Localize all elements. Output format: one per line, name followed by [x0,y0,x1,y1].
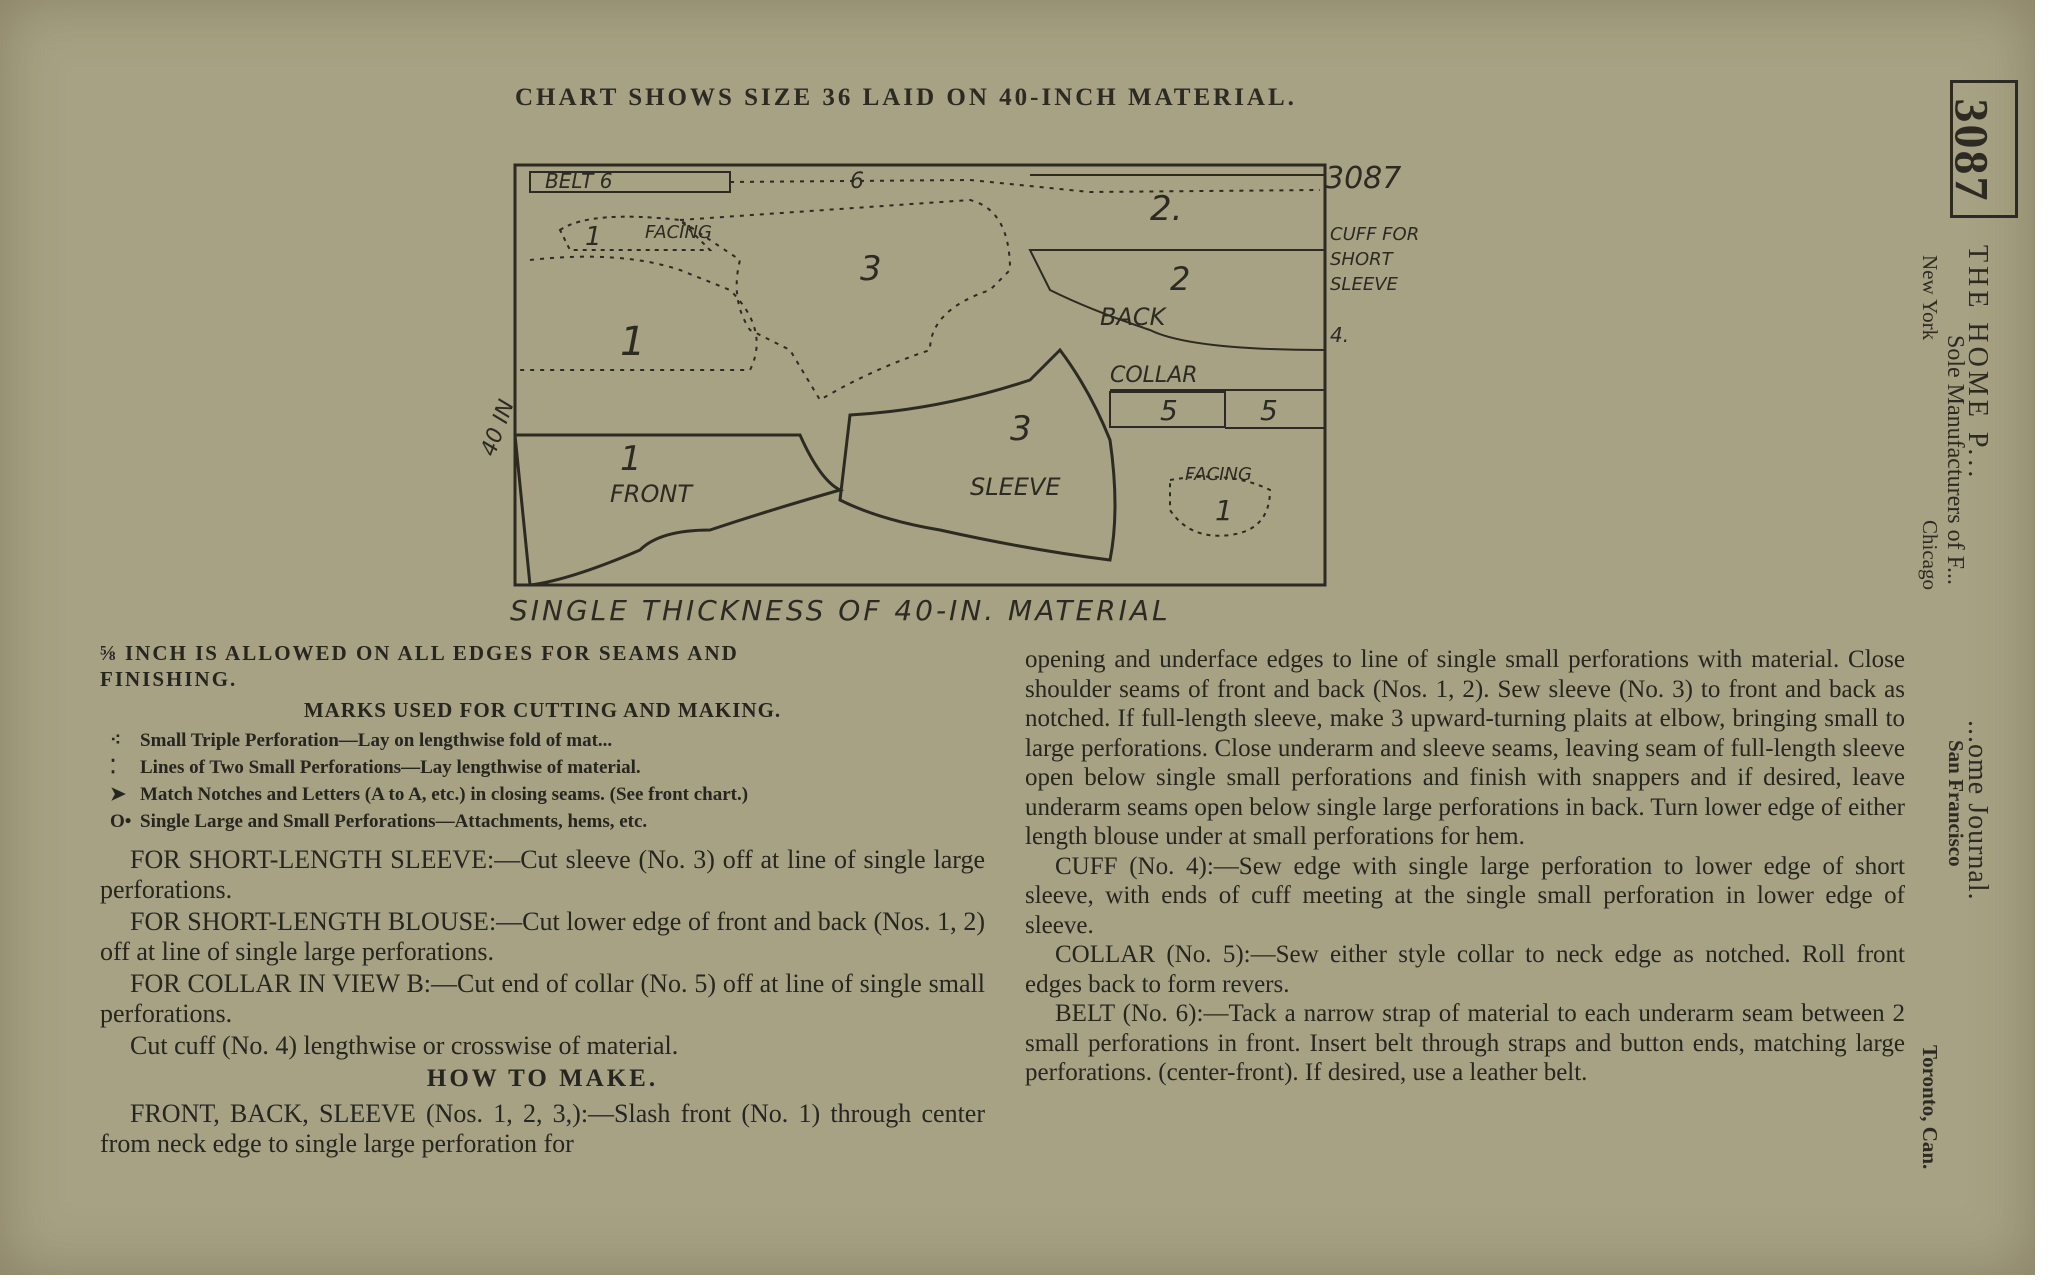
city-toronto: Toronto, Can. [1918,1045,1942,1170]
facing-bottom-num: 1 [1215,494,1233,527]
back-label: BACK [1100,303,1166,331]
left-column [100,640,985,1161]
chart-header: CHART SHOWS SIZE 36 LAID ON 40-INCH MATERIAL. [515,84,1297,111]
bottom-caption: SINGLE THICKNESS OF 40-IN. MATERIAL [510,594,1171,627]
front-num: 1 [620,439,642,479]
seams-line-2: FINISHING. [100,667,238,691]
label-six: 6 [850,169,864,194]
mark-item-3: ➤ Match Notches and Letters (A to A, etc.) in closing seams. (See front chart.) [110,784,749,805]
belt-label: BELT 6 [545,169,613,193]
fabric-outline [515,165,1325,585]
collar-view-para: FOR COLLAR IN VIEW B:—Cut end of collar (No. 5) off at line of single small perforations. [100,969,985,1028]
cuff-piece: 4. [1330,323,1350,347]
short-sleeve-para: FOR SHORT-LENGTH SLEEVE:—Cut sleeve (No. 3) off at line of single large perforations. [100,845,985,904]
mark-item-4: O• Single Large and Small Perforations—Attachments, hems, etc. [110,811,648,832]
facing-top-num: 1 [585,222,602,252]
facing-top-label: FACING [645,222,712,243]
layout-chart [470,150,1420,630]
facing-bottom-label: FACING [1185,464,1252,485]
front-back-para: FRONT, BACK, SLEEVE (Nos. 1, 2, 3,):—Slash front (No. 1) through center from neck edge to single large perforation for [100,1099,985,1158]
chart-number: 3087 [1325,161,1402,196]
publisher-name-bottom: ...ome Journal. [1962,720,1993,901]
back-num: 2 [1170,260,1191,298]
marks-title: MARKS USED FOR CUTTING AND MAKING. [303,698,782,722]
piece-three-outline [680,200,1010,400]
piece-two-num: 2. [1150,189,1183,229]
cuff-note-2: SHORT [1330,249,1393,270]
front-piece [515,435,840,585]
piece-one-num: 1 [620,319,646,365]
collar-label: COLLAR [1110,363,1198,388]
cuff-note-3: SLEEVE [1330,274,1398,295]
cuff-para: CUFF (No. 4):—Sew edge with single large perforation to lower edge of short sleeve, with ends of cuff meeting at the single small perforation in lower edge of sleeve. [1025,852,1905,939]
opening-para: opening and underface edges to line of single small perforations with material. Close shoulder seams of front and back (Nos. 1, 2). Sew sleeve (No. 3) to front and back as notched. If full-length sleeve, make 3 upward-turning plaits at elbow, bringing small to large perforations. Close underarm and sleeve seams, leaving seam of full-length sleeve open below single small perforations and finish with snappers and if desired, leave underarm seams open below single large perforations in back. Turn lower edge of either length blouse under at small perforations for hem. [1025,646,1905,850]
right-column [1025,645,1905,1088]
piece-three-num: 3 [860,249,882,289]
short-blouse-para: FOR SHORT-LENGTH BLOUSE:—Cut lower edge of front and back (Nos. 1, 2) off at line of single large perforations. [100,907,985,966]
forty-label: 40 IN [476,396,520,460]
belt-line [730,180,1320,192]
sleeve-piece [840,350,1115,560]
city-new-york: New York [1918,255,1942,341]
collar-para: COLLAR (No. 5):—Sew either style collar to neck edge as notched. Roll front edges back to form revers. [1025,941,1905,998]
city-chicago: Chicago [1918,520,1942,590]
seams-line-1: ⅝ INCH IS ALLOWED ON ALL EDGES FOR SEAMS AND [100,641,739,665]
sleeve-label: SLEEVE [970,473,1061,501]
sole-manufacturers: Sole Manufacturers of F... [1942,335,1968,586]
how-to-make-title: HOW TO MAKE. [426,1065,659,1092]
pattern-number: 3087 [1944,98,1998,203]
publisher-name-top: THE HOME P... [1962,245,1993,482]
collar-b: 5 [1260,394,1278,427]
sleeve-num: 3 [1010,409,1032,449]
city-san-francisco: San Francisco [1944,740,1968,867]
mark-item-2: ⁚ Lines of Two Small Perforations—Lay lengthwise of material. [110,757,641,778]
collar-a: 5 [1160,394,1178,427]
cuff-note-1: CUFF FOR [1330,224,1420,245]
belt-para: BELT (No. 6):—Tack a narrow strap of material to each underarm seam between 2 small perforations in front. Insert belt through straps and button ends, matching large perforations. (center-front). If desired, use a leather belt. [1025,1000,1905,1086]
mark-item-1: ⁖ Small Triple Perforation—Lay on lengthwise fold of mat... [110,730,613,751]
cuff-cut-para: Cut cuff (No. 4) lengthwise or crosswise of material. [130,1031,679,1060]
pattern-number-box [1944,80,2018,218]
front-label: FRONT [610,480,692,508]
